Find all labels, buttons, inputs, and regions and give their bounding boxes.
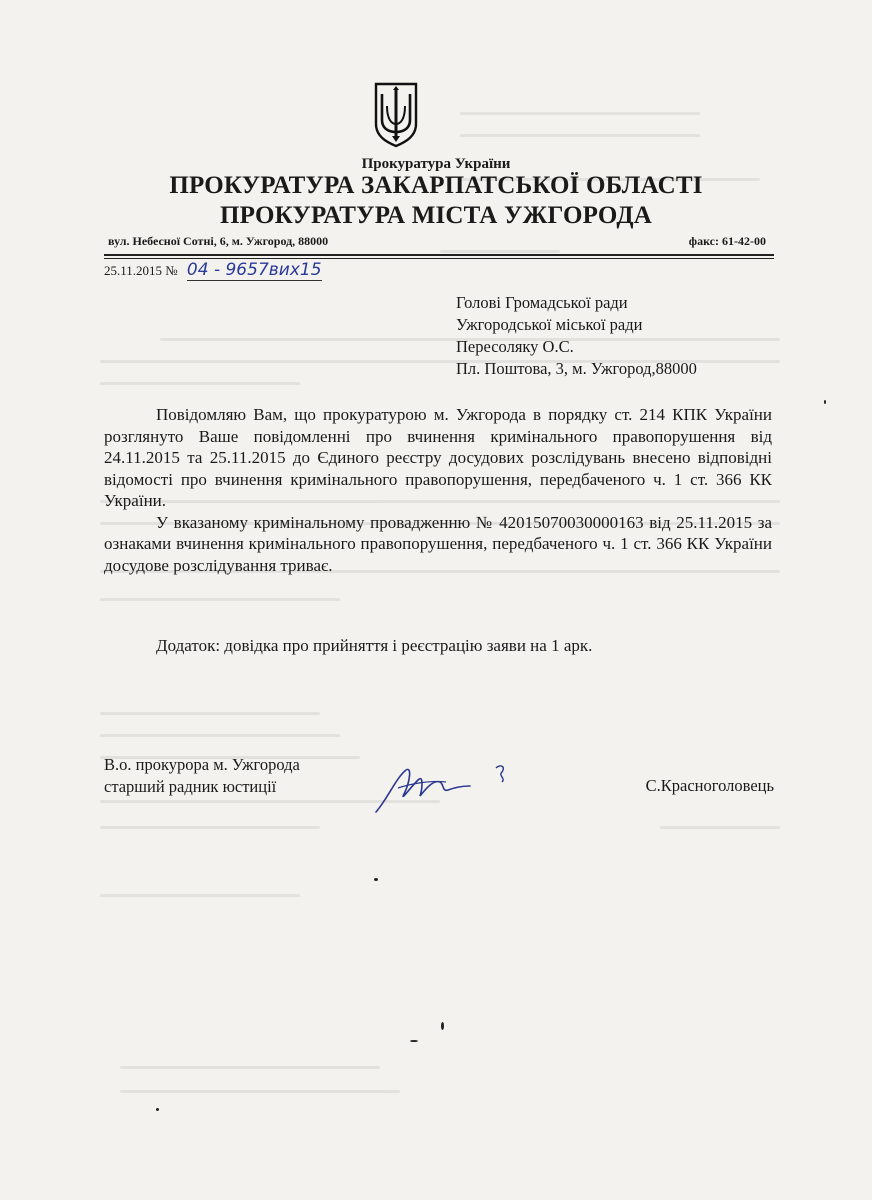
agency-name-city: ПРОКУРАТУРА МІСТА УЖГОРОДА <box>219 202 652 229</box>
signer-rank: старший радник юстиції <box>104 777 277 796</box>
scan-speck <box>410 1040 418 1042</box>
scan-speck <box>156 1108 159 1111</box>
scan-speck <box>441 1022 444 1030</box>
attachment-note: Додаток: довідка про прийняття і реєстрацію заяви на 1 арк. <box>156 636 593 655</box>
registration-number: 04 - 9657вих15 <box>186 260 322 280</box>
registration-line <box>104 260 322 280</box>
signer-position: В.о. прокурора м. Ужгорода <box>104 755 300 774</box>
recipient-block <box>456 292 697 380</box>
letter-body <box>104 404 772 576</box>
recipient-line: Пересоляку О.С. <box>456 337 574 356</box>
scan-speck <box>374 878 378 881</box>
agency-address: вул. Небесної Сотні, 6, м. Ужгород, 88000 <box>108 234 329 248</box>
agency-fax: факс: 61-42-00 <box>688 234 766 248</box>
body-paragraph: Повідомляю Вам, що прокуратурою м. Ужгорода в порядку ст. 214 КПК України розглянуто Ваше повідомленні про вчинення кримінального правопорушення від 24.11.2015 та 25.11.2015 до Єдиного реєстру досудових розслідувань внесено відповідні відомості про вчинення кримінального правопорушення, передбаченого ч. 1 ст. 366 КК України. <box>104 405 772 510</box>
header-divider-thin <box>104 258 774 259</box>
recipient-line: Ужгородської міської ради <box>456 315 643 334</box>
agency-name-small: Прокуратура України <box>361 156 511 172</box>
handwritten-signature-icon <box>370 758 520 818</box>
trident-emblem-icon <box>372 80 420 148</box>
recipient-address: Пл. Поштова, 3, м. Ужгород,88000 <box>456 359 697 378</box>
header-divider <box>104 254 774 256</box>
signer-title <box>104 754 300 798</box>
recipient-line: Голові Громадської ради <box>456 293 628 312</box>
signer-name: С.Красноголовець <box>645 776 774 795</box>
body-paragraph: У вказаному кримінальному провадженню № 42015070030000163 від 25.11.2015 за ознаками вчинення кримінального правопорушення, передбаченого ч. 1 ст. 366 КК України досудове розслідування триває. <box>104 512 772 575</box>
agency-name-regional: ПРОКУРАТУРА ЗАКАРПАТСЬКОЇ ОБЛАСТІ <box>169 172 703 199</box>
scan-speck <box>824 400 826 404</box>
registration-date: 25.11.2015 № <box>104 263 178 278</box>
